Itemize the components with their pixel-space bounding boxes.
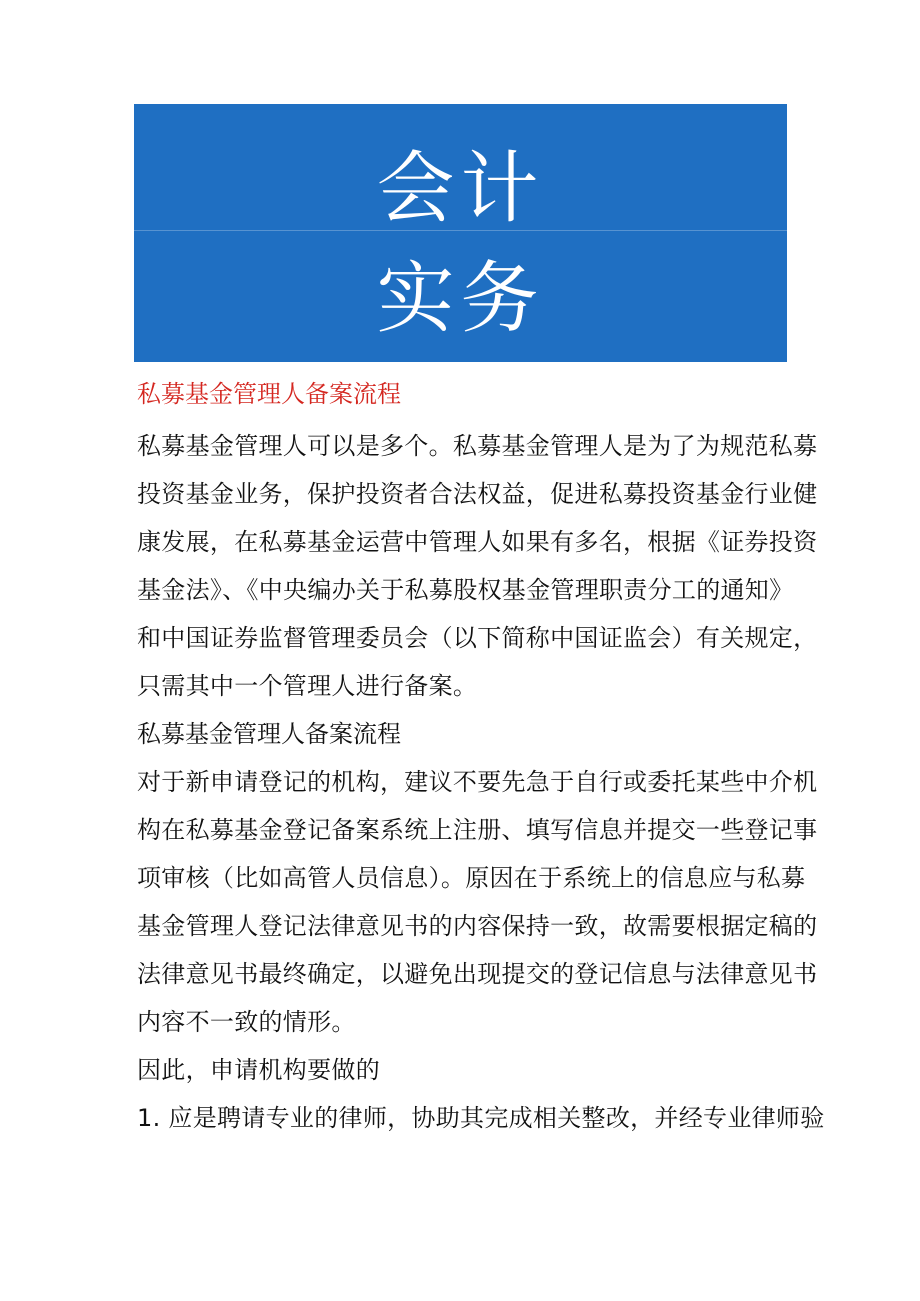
list-item: 1. 应是聘请专业的律师，协助其完成相关整改，并经专业律师验 — [137, 1104, 825, 1132]
paragraph-line: 基金管理人登记法律意见书的内容保持一致，故需要根据定稿的 — [137, 912, 818, 940]
paragraph-line: 康发展，在私募基金运营中管理人如果有多名，根据《证券投资 — [137, 528, 818, 556]
paragraph-intro — [137, 422, 818, 710]
paragraph-process — [137, 758, 818, 1046]
paragraph-line: 私募基金管理人可以是多个。私募基金管理人是为了为规范私募 — [137, 432, 818, 460]
paragraph-therefore: 因此，申请机构要做的 — [137, 1056, 380, 1084]
banner-title-line-1: 会计 — [376, 144, 545, 234]
paragraph-line: 基金法》、《中央编办关于私募股权基金管理职责分工的通知》 — [137, 576, 794, 604]
document-body — [137, 372, 825, 1142]
paragraph-line: 项审核（比如高管人员信息）。原因在于系统上的信息应与私募 — [137, 864, 806, 892]
paragraph-line: 内容不一致的情形。 — [137, 1008, 356, 1036]
paragraph-line: 只需其中一个管理人进行备案。 — [137, 672, 478, 700]
paragraph-line: 构在私募基金登记备案系统上注册、填写信息并提交一些登记事 — [137, 816, 818, 844]
paragraph-line: 投资基金业务，保护投资者合法权益，促进私募投资基金行业健 — [137, 480, 818, 508]
banner-title-line-2: 实务 — [376, 254, 545, 344]
section-title: 私募基金管理人备案流程 — [137, 380, 401, 408]
paragraph-line: 法律意见书最终确定，以避免出现提交的登记信息与法律意见书 — [137, 960, 818, 988]
subheading: 私募基金管理人备案流程 — [137, 720, 401, 748]
paragraph-line: 对于新申请登记的机构，建议不要先急于自行或委托某些中介机 — [137, 768, 818, 796]
title-banner — [134, 104, 787, 362]
paragraph-line: 和中国证券监督管理委员会（以下简称中国证监会）有关规定， — [137, 624, 818, 652]
